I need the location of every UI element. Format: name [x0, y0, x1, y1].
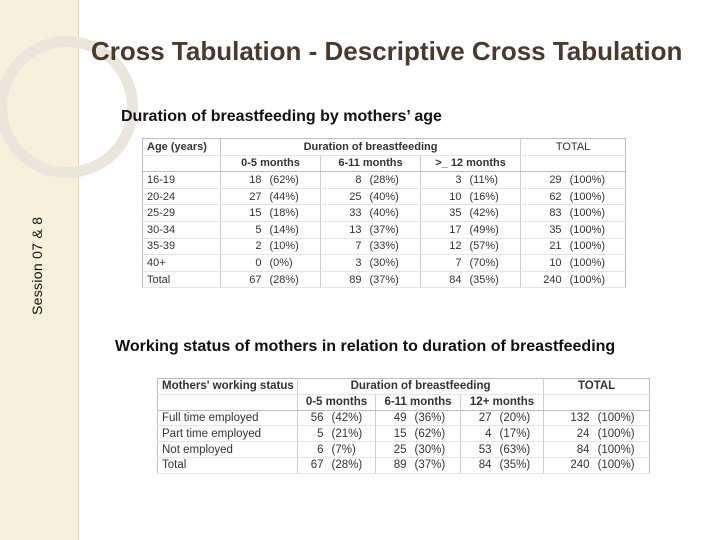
- working-status-table: [157, 378, 650, 474]
- table-cell: (100%): [566, 188, 626, 205]
- table-cell: (42%): [328, 410, 376, 426]
- table-row: [143, 238, 626, 255]
- table-cell: 67: [221, 271, 266, 288]
- table-row: [158, 426, 650, 442]
- table-cell: (62%): [411, 426, 461, 442]
- table-cell: 35-39: [143, 238, 221, 255]
- col-header-cell: 0-5 months: [298, 394, 376, 410]
- table-cell: 5: [298, 426, 328, 442]
- table-cell: (10%): [266, 238, 321, 255]
- table-cell: 240: [544, 457, 594, 473]
- table-cell: 25-29: [143, 205, 221, 222]
- col-header-cell: 6-11 months: [376, 394, 461, 410]
- table-cell: (44%): [266, 188, 321, 205]
- table-cell: 35: [521, 221, 566, 238]
- empty-cell: [158, 394, 298, 410]
- table-cell: (37%): [366, 271, 421, 288]
- table-cell: (28%): [328, 457, 376, 473]
- table-cell: 49: [376, 410, 411, 426]
- table-cell: (35%): [466, 271, 521, 288]
- table-cell: 8: [321, 172, 366, 189]
- table-row: [143, 221, 626, 238]
- table-row: [143, 188, 626, 205]
- table-cell: (100%): [594, 442, 650, 458]
- table-cell: (36%): [411, 410, 461, 426]
- table-cell: 27: [221, 188, 266, 205]
- table-cell: 240: [521, 271, 566, 288]
- table-cell: (100%): [594, 426, 650, 442]
- table-cell: (37%): [411, 457, 461, 473]
- table-cell: 53: [461, 442, 496, 458]
- table-cell: (30%): [411, 442, 461, 458]
- table-cell: 10: [521, 255, 566, 272]
- table-cell: Not employed: [158, 442, 298, 458]
- total-header-cell: TOTAL: [544, 379, 650, 395]
- table-cell: (100%): [566, 172, 626, 189]
- table-cell: (7%): [328, 442, 376, 458]
- table-cell: (100%): [566, 271, 626, 288]
- table-cell: 30-34: [143, 221, 221, 238]
- age-breastfeeding-table: [142, 138, 626, 288]
- table-cell: 17: [421, 221, 466, 238]
- table-cell: 40+: [143, 255, 221, 272]
- table-cell: 132: [544, 410, 594, 426]
- slide-title: Cross Tabulation - Descriptive Cross Tabulation: [91, 36, 683, 66]
- table-cell: 25: [321, 188, 366, 205]
- table-cell: 56: [298, 410, 328, 426]
- table-row: [158, 410, 650, 426]
- table-cell: 3: [321, 255, 366, 272]
- table-cell: 18: [221, 172, 266, 189]
- table-cell: (16%): [466, 188, 521, 205]
- table1-caption: Duration of breastfeeding by mothers’ age: [121, 108, 442, 125]
- table-cell: 83: [521, 205, 566, 222]
- table-cell: 13: [321, 221, 366, 238]
- table-cell: (100%): [566, 205, 626, 222]
- group-header-cell: Duration of breastfeeding: [298, 379, 544, 395]
- table-subheader-row: [158, 394, 650, 410]
- empty-cell: [143, 155, 221, 172]
- col-header-cell: 0-5 months: [221, 155, 321, 172]
- table-row: [143, 205, 626, 222]
- table-cell: (100%): [594, 410, 650, 426]
- table-cell: 24: [544, 426, 594, 442]
- table-cell: 0: [221, 255, 266, 272]
- table-cell: Total: [158, 457, 298, 473]
- col-header-cell: 6-11 months: [321, 155, 421, 172]
- table-cell: (37%): [366, 221, 421, 238]
- session-label: Session 07 & 8: [29, 216, 45, 315]
- table-cell: (40%): [366, 205, 421, 222]
- table-cell: (100%): [566, 255, 626, 272]
- table-cell: 84: [544, 442, 594, 458]
- row-header-cell: Age (years): [143, 139, 221, 156]
- table2-caption: Working status of mothers in relation to duration of breastfeeding: [115, 338, 616, 355]
- table-cell: 4: [461, 426, 496, 442]
- col-header-cell: >_ 12 months: [421, 155, 521, 172]
- table-cell: (11%): [466, 172, 521, 189]
- table-cell: Total: [143, 271, 221, 288]
- table-cell: (0%): [266, 255, 321, 272]
- table-row: [143, 172, 626, 189]
- table-cell: (57%): [466, 238, 521, 255]
- table-cell: (14%): [266, 221, 321, 238]
- table-cell: (28%): [266, 271, 321, 288]
- table-cell: 33: [321, 205, 366, 222]
- table-cell: 3: [421, 172, 466, 189]
- table-cell: (30%): [366, 255, 421, 272]
- table-cell: (35%): [496, 457, 544, 473]
- table-row: [158, 442, 650, 458]
- empty-cell: [544, 394, 650, 410]
- table-row: [143, 255, 626, 272]
- table-cell: 89: [321, 271, 366, 288]
- table-cell: 35: [421, 205, 466, 222]
- table-cell: 25: [376, 442, 411, 458]
- table-total-row: [143, 271, 626, 288]
- table-cell: Part time employed: [158, 426, 298, 442]
- table-cell: Full time employed: [158, 410, 298, 426]
- empty-cell: [521, 155, 626, 172]
- table-cell: (40%): [366, 188, 421, 205]
- table-header-row: [158, 379, 650, 395]
- row-header-cell: Mothers' working status: [158, 379, 298, 395]
- table-subheader-row: [143, 155, 626, 172]
- table-cell: 62: [521, 188, 566, 205]
- table-cell: (28%): [366, 172, 421, 189]
- table-cell: 2: [221, 238, 266, 255]
- table-cell: (18%): [266, 205, 321, 222]
- table-cell: (62%): [266, 172, 321, 189]
- table-cell: (100%): [594, 457, 650, 473]
- table-cell: (20%): [496, 410, 544, 426]
- table-cell: 15: [376, 426, 411, 442]
- table-cell: 89: [376, 457, 411, 473]
- table-cell: 12: [421, 238, 466, 255]
- table-cell: 84: [421, 271, 466, 288]
- table-cell: 16-19: [143, 172, 221, 189]
- table-cell: 67: [298, 457, 328, 473]
- table-cell: (42%): [466, 205, 521, 222]
- table-cell: 7: [421, 255, 466, 272]
- table-cell: 20-24: [143, 188, 221, 205]
- table-cell: 15: [221, 205, 266, 222]
- table-cell: 6: [298, 442, 328, 458]
- col-header-cell: 12+ months: [461, 394, 544, 410]
- table-cell: 10: [421, 188, 466, 205]
- group-header-cell: Duration of breastfeeding: [221, 139, 521, 156]
- table-cell: (70%): [466, 255, 521, 272]
- table-cell: (33%): [366, 238, 421, 255]
- total-header-cell: TOTAL: [521, 139, 626, 156]
- table-cell: (21%): [328, 426, 376, 442]
- table-cell: (17%): [496, 426, 544, 442]
- table-cell: 29: [521, 172, 566, 189]
- table-cell: 5: [221, 221, 266, 238]
- table-header-row: [143, 139, 626, 156]
- table-cell: 21: [521, 238, 566, 255]
- table-cell: (63%): [496, 442, 544, 458]
- table-cell: 27: [461, 410, 496, 426]
- table-cell: 84: [461, 457, 496, 473]
- table-cell: 7: [321, 238, 366, 255]
- table-cell: (49%): [466, 221, 521, 238]
- table-cell: (100%): [566, 238, 626, 255]
- table-total-row: [158, 457, 650, 473]
- table-cell: (100%): [566, 221, 626, 238]
